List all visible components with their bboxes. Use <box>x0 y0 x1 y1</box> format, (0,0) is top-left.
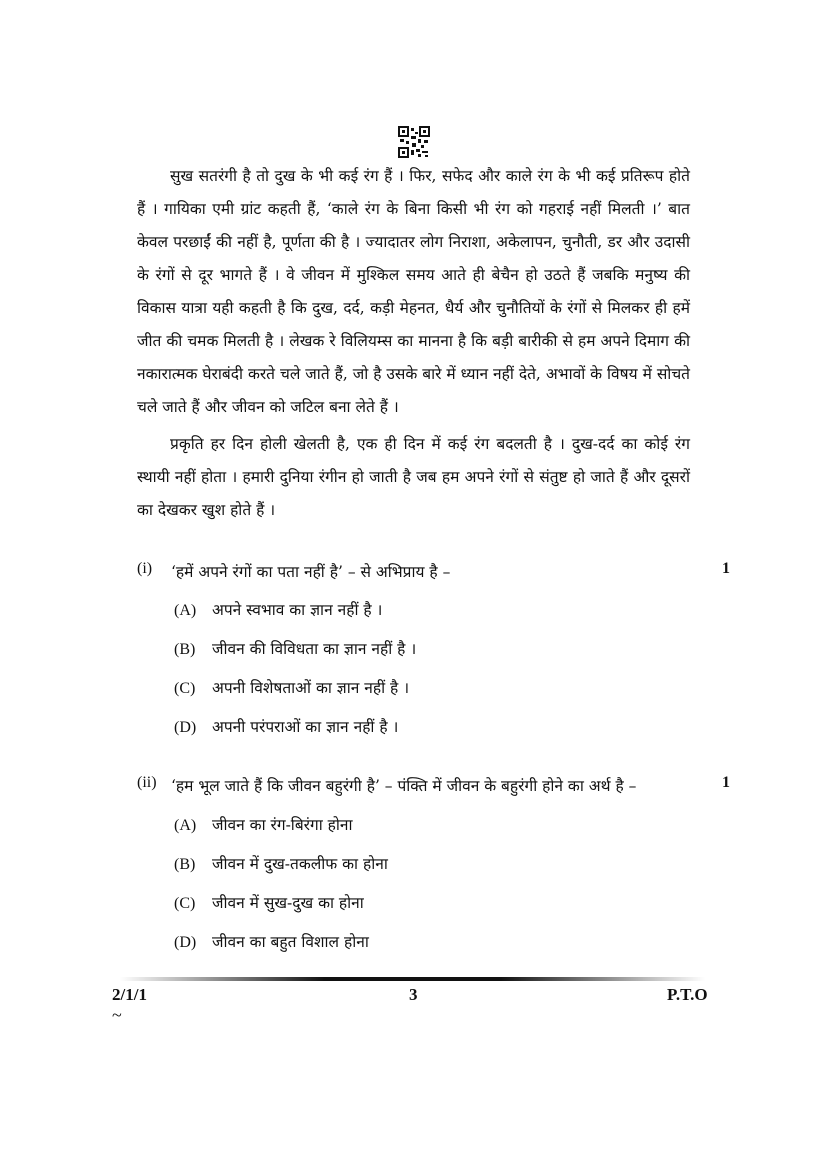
option-text: जीवन में सुख-दुख का होना <box>212 894 364 912</box>
option-2c <box>174 891 364 913</box>
option-text: अपनी परंपराओं का ज्ञान नहीं है । <box>212 718 399 736</box>
qr-code-icon <box>398 126 430 158</box>
option-1c <box>174 676 409 698</box>
question-number: (ii) <box>137 774 157 791</box>
option-label: (A) <box>174 602 197 619</box>
option-2b <box>174 852 388 874</box>
option-label: (D) <box>174 719 197 736</box>
option-text: जीवन का बहुत विशाल होना <box>212 933 369 951</box>
option-1b <box>174 637 416 659</box>
option-text: अपने स्वभाव का ज्ञान नहीं है । <box>212 601 383 619</box>
pto-label: P.T.O <box>667 985 708 1004</box>
option-text: जीवन की विविधता का ज्ञान नहीं है । <box>212 640 417 658</box>
option-label: (C) <box>174 680 196 697</box>
question-marks: 1 <box>722 560 730 577</box>
option-label: (B) <box>174 856 196 873</box>
question-number: (i) <box>137 560 153 577</box>
page-number: 3 <box>409 985 418 1004</box>
question-stem: ‘हमें अपने रंगों का पता नहीं है’ – से अभिप्राय है – <box>171 563 451 581</box>
passage-paragraph-2 <box>137 428 690 527</box>
option-text: जीवन का रंग-बिरंगा होना <box>212 816 353 834</box>
paper-code: 2/1/1 <box>112 985 147 1004</box>
option-1d <box>174 715 398 737</box>
footer-divider <box>120 977 705 981</box>
option-1a <box>174 598 382 620</box>
option-label: (B) <box>174 641 196 658</box>
passage-text-2: प्रकृति हर दिन होली खेलती है, एक ही दिन में कई रंग बदलती है । दुख-दर्द का कोई रंग स्थायी नहीं होता । हमारी दुनिया रंगीन हो जाती है जब हम अपने रंगों से संतुष्ट हो जाते हैं और दूसरों का देखकर खुश होते हैं । <box>137 435 690 519</box>
question-stem: ‘हम भूल जाते हैं कि जीवन बहुरंगी है’ – पंक्ति में जीवन के बहुरंगी होने का अर्थ है – <box>171 777 637 795</box>
option-text: जीवन में दुख-तकलीफ का होना <box>212 855 388 873</box>
question-marks: 1 <box>722 774 730 791</box>
footer-tilde: ~ <box>112 1005 122 1025</box>
option-2d <box>174 930 369 952</box>
option-text: अपनी विशेषताओं का ज्ञान नहीं है । <box>212 679 410 697</box>
passage-text-1: सुख सतरंगी है तो दुख के भी कई रंग हैं । फिर, सफेद और काले रंग के भी कई प्रतिरूप होते हैं । गायिका एमी ग्रांट कहती हैं, ‘काले रंग के बिना किसी भी रंग को गहराई नहीं मिलती ।’ बात केवल परछाईं की नहीं है, पूर्णता की है । ज्यादातर लोग निराशा, अकेलापन, चुनौती, डर और उदासी के रंगों से दूर भागते हैं । वे जीवन में मुश्किल समय आते ही बेचैन हो उठते हैं जबकि मनुष्य की विकास यात्रा यही कहती है कि दुख, दर्द, कड़ी मेहनत, धैर्य और चुनौतियों के रंगों से मिलकर ही हमें जीत की चमक मिलती है । लेखक रे विलियम्स का मानना है कि बड़ी बारीकी से हम अपने दिमाग की नकारात्मक घेराबंदी करते चले जाते हैं, जो है उसके बारे में ध्यान नहीं देते, अभावों के विषय में सोचते चले जाते हैं और जीवन को जटिल बना लेते हैं । <box>137 167 690 416</box>
option-label: (D) <box>174 934 197 951</box>
option-2a <box>174 813 353 835</box>
option-label: (C) <box>174 895 196 912</box>
option-label: (A) <box>174 817 197 834</box>
passage-paragraph-1 <box>137 160 690 424</box>
